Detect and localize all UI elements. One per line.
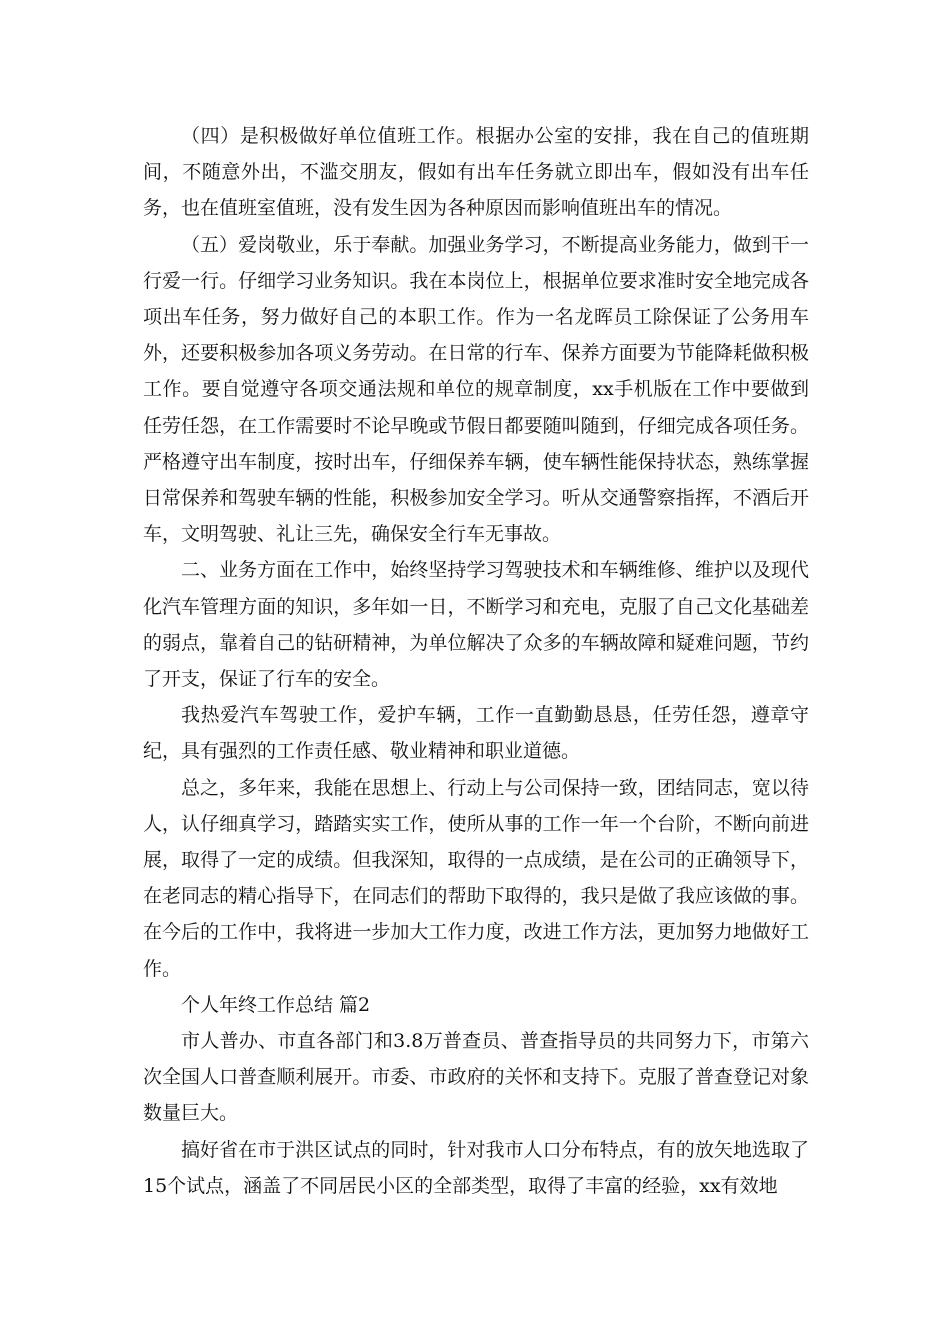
document-body [143,118,809,1204]
section-heading: 个人年终工作总结 篇2 [181,993,371,1016]
paragraph-conclusion: 总之，多年来，我能在思想上、行动上与公司保持一致，团结同志，宽以待人，认仔细真学习，踏踏实实工作，使所从事的工作一年一个台阶，不断向前进展，取得了一定的成绩。但我深知，取得的一点成绩，是在公司的正确领导下，在老同志的精心指导下，在同志们的帮助下取得的，我只是做了我应该做的事。在今后的工作中，我将进一步加大工作力度，改进工作方法，更加努力地做好工作。 [143,776,809,980]
paragraph-love-driving: 我热爱汽车驾驶工作，爱护车辆，工作一直勤勤恳恳，任劳任怨，遵章守纪，具有强烈的工作责任感、敬业精神和职业道德。 [143,704,809,763]
paragraph-pilot: 搞好省在市于洪区试点的同时，针对我市人口分布特点，有的放矢地选取了15个试点，涵盖了不同居民小区的全部类型，取得了丰富的经验，xx有效地 [143,1138,809,1197]
paragraph-dedication: （五）爱岗敬业，乐于奉献。加强业务学习，不断提高业务能力，做到干一行爱一行。仔细学习业务知识。我在本岗位上，根据单位要求准时安全地完成各项出车任务，努力做好自己的本职工作。作为一名龙晖员工除保证了公务用车外，还要积极参加各项义务劳动。在日常的行车、保养方面要为节能降耗做积极工作。要自觉遵守各项交通法规和单位的规章制度，xx手机版在工作中要做到任劳任怨，在工作需要时不论早晚或节假日都要随叫随到，仔细完成各项任务。严格遵守出车制度，按时出车，仔细保养车辆，使车辆性能保持状态，熟练掌握日常保养和驾驶车辆的性能，积极参加安全学习。听从交通警察指挥，不酒后开车，文明驾驶、礼让三先，确保安全行车无事故。 [143,233,809,546]
paragraph-duty-shift: （四）是积极做好单位值班工作。根据办公室的安排，我在自己的值班期间，不随意外出，不滥交朋友，假如有出车任务就立即出车，假如没有出车任务，也在值班室值班，没有发生因为各种原因而影响值班出车的情况。 [143,125,809,220]
paragraph-census: 市人普办、市直各部门和3.8万普查员、普查指导员的共同努力下，市第六次全国人口普查顺利展开。市委、市政府的关怀和支持下。克服了普查登记对象数量巨大。 [143,1030,809,1125]
paragraph-business: 二、业务方面在工作中，始终坚持学习驾驶技术和车辆维修、维护以及现代化汽车管理方面的知识，多年如一日，不断学习和充电，克服了自己文化基础差的弱点，靠着自己的钻研精神，为单位解决了众多的车辆故障和疑难问题，节约了开支，保证了行车的安全。 [143,559,809,691]
